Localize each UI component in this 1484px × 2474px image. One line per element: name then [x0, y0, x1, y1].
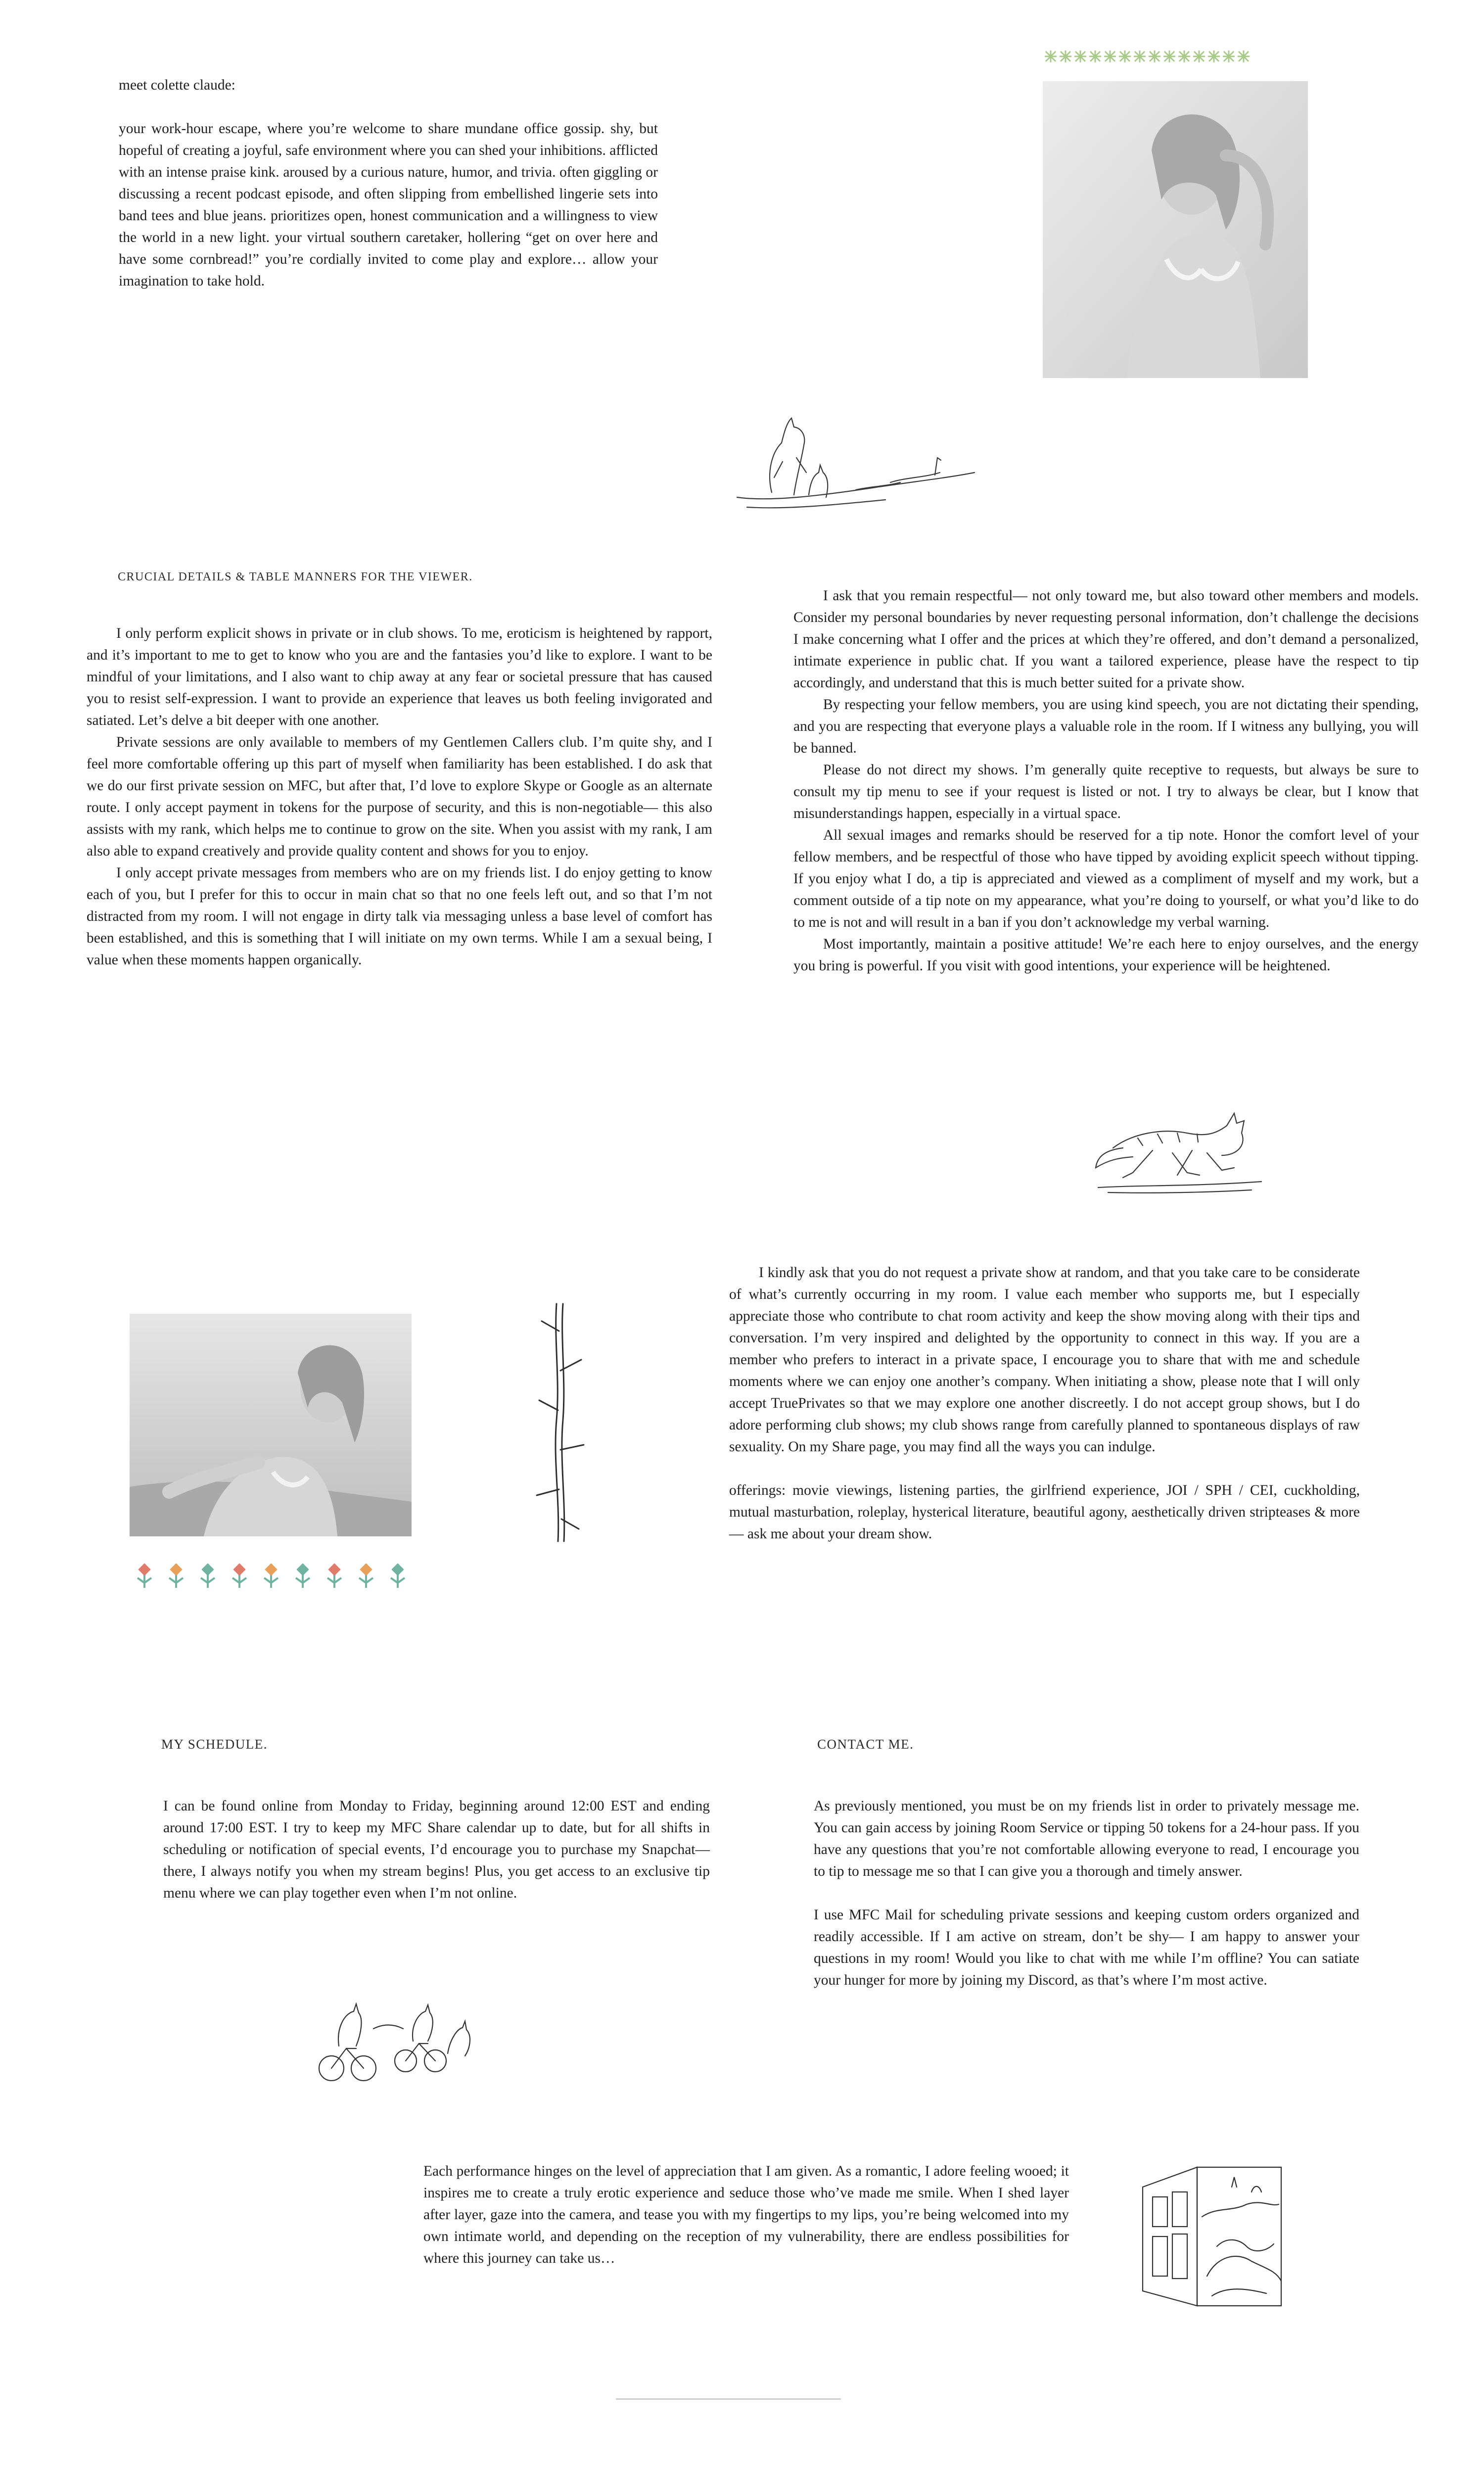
details-left-paragraph-3: I only accept private messages from members who are on my friends list. I do enjoy getting to know each of you, but I prefer for this to occur in main chat so that no one feels left out, and so that I’m not distracted from my room. I will not engage in dirty talk via messaging unless a base level of comfort has been established, and this is something that I will initiate on my own terms. While I am a sexual being, I value when these moments happen organically.	[87, 865, 712, 968]
private-shows-section	[729, 1262, 1360, 1545]
details-left-paragraph-1: I only perform explicit shows in private or in club shows. To me, eroticism is heightened by rapport, and it’s important to me to get to know who you are and the fantasies you’d like to explore. I want to be mindful of your limitations, and I also want to chip away at any fear or societal pressure that has caused you to resist self-expression. I want to provide an experience that leaves us both feeling invigorated and satiated. Let’s delve a bit deeper with one another.	[87, 625, 712, 728]
intro-greeting: meet colette claude:	[119, 77, 235, 93]
portrait-photo	[1043, 81, 1308, 378]
reclining-photo	[130, 1314, 412, 1536]
details-left-column	[87, 622, 712, 971]
stitch-motif	[1089, 50, 1101, 62]
private-shows-paragraph: I kindly ask that you do not request a private show at random, and that you take care to be considerate of what’s currently occurring in my room. I value each member who supports me, but I especially appreciate those who contribute to chat room activity and keep the show moving along with their tips and conversation. I’m very inspired and delighted by the opportunity to connect in this way. If you are a member who prefers to interact in a private space, I encourage you to share that with me and schedule moments where we can enjoy one another’s company. When initiating a show, please note that I will only accept TruePrivates so that we may explore one another discreetly. I do not accept group shows, but I do adore performing club shows; my club shows range from carefully planned to spontaneous displays of raw sexuality. On my Share page, you may find all the ways you can indulge.	[729, 1265, 1360, 1455]
details-right-paragraph-1: I ask that you remain respectful— not only toward me, but also toward other members and models. Consider my personal boundaries by never requesting personal information, don’t challenge the decisions I make concerning what I offer and the prices at which they’re offered, and don’t demand a personalized, intimate experience in public chat. If you want a tailored experience, please have the respect to tip accordingly, and understand that this is much better suited for a private show.	[793, 588, 1419, 691]
thorny-branch-illustration	[529, 1301, 589, 1544]
details-right-paragraph-5: Most importantly, maintain a positive attitude! We’re each here to enjoy ourselves, and the energy you bring is powerful. If you visit with good intentions, your experience will be heightened.	[793, 936, 1419, 974]
flower-motif	[264, 1563, 278, 1588]
flower-motif	[138, 1563, 151, 1588]
closing-section	[423, 2160, 1069, 2269]
stitch-motif	[1193, 50, 1205, 62]
stitch-motif	[1178, 50, 1190, 62]
intro-section	[119, 74, 658, 292]
open-door-illustration	[1133, 2157, 1296, 2311]
contact-heading: CONTACT ME.	[817, 1737, 914, 1752]
details-right-column	[793, 585, 1419, 977]
closing-paragraph: Each performance hinges on the level of appreciation that I am given. As a romantic, I adore feeling wooed; it inspires me to create a truly erotic experience and seduce those who’ve made me smile. When I shed layer after layer, gaze into the camera, and tease you with my fingertips to my lips, you’re being welcomed into my own intimate world, and depending on the reception of my vulnerability, there are endless possibilities for where this journey can take us…	[423, 2163, 1069, 2266]
stitch-motif	[1060, 50, 1071, 62]
contact-paragraph-2: I use MFC Mail for scheduling private sessions and keeping custom orders organized and readily accessible. If I am active on stream, don’t be shy— I am happy to answer your questions in my room! Would you like to chat with me while I’m offline? You can satiate your hunger for more by joining my Discord, as that’s where I’m most active.	[814, 1907, 1359, 1988]
details-right-paragraph-4: All sexual images and remarks should be reserved for a tip note. Honor the comfort level of your fellow members, and be respectful of those who have tipped by avoiding explicit speech without tipping. If you enjoy what I do, a tip is appreciated and viewed as a compliment of myself and my work, but a comment outside of a tip note on my appearance, what you’re doing to yourself, or what you’d like to do to me is not and will result in a ban if you don’t acknowledge my verbal warning.	[793, 827, 1419, 930]
running-fox-illustration	[1093, 1098, 1276, 1197]
fox-icon	[1093, 1098, 1276, 1197]
flower-motif	[232, 1563, 246, 1588]
door-icon	[1133, 2157, 1296, 2311]
flower-motif	[359, 1563, 373, 1588]
intro-bio: your work-hour escape, where you’re welcome to share mundane office gossip. shy, but hopeful of creating a joyful, safe environment where you can shed your inhibitions. afflicted with an intense praise kink. aroused by a curious nature, humor, and trivia. often giggling or discussing a recent podcast episode, and often slipping from embellished lingerie sets into band tees and blue jeans. prioritizes open, honest communication and a willingness to view the world in a new light. your virtual southern caretaker, hollering “get on over here and have some cornbread!” you’re cordially invited to come play and explore… allow your imagination to take hold.	[119, 121, 658, 289]
schedule-paragraph: I can be found online from Monday to Friday, beginning around 12:00 EST and ending around 17:00 EST. I try to keep my MFC Share calendar up to date, but for all shifts in scheduling or notification of special events, I’d encourage you to purchase my Snapchat— there, I always notify you when my stream begins! Plus, you get access to an exclusive tip menu where we can play together even when I’m not online.	[163, 1798, 710, 1901]
fox-hare-illustration	[727, 403, 984, 522]
stitch-motif	[1134, 50, 1146, 62]
stitch-motif	[1074, 50, 1086, 62]
flower-motif	[296, 1563, 310, 1588]
contact-section	[814, 1795, 1359, 1991]
details-right-paragraph-2: By respecting your fellow members, you are using kind speech, you are not dictating their spending, and you are respecting that everyone plays a valuable role in the room. If I witness any bullying, you will be banned.	[793, 697, 1419, 756]
flower-motif	[391, 1563, 405, 1588]
stitch-motif	[1163, 50, 1175, 62]
thorn-branch-icon	[529, 1301, 589, 1544]
details-right-paragraph-3: Please do not direct my shows. I’m generally quite receptive to requests, but always be sure to consult my tip menu to see if your request is listed or not. I try to always be clear, but I know that misunderstandings happen, especially in a virtual space.	[793, 762, 1419, 821]
contact-paragraph-1: As previously mentioned, you must be on my friends list in order to privately message me. You can gain access by joining Room Service or tipping 50 tokens for a 24-hour pass. If you have any questions that you’re not comfortable allowing everyone to read, I encourage you to tip to message me so that I can give you a thorough and timely answer.	[814, 1798, 1359, 1879]
embroidery-border-top	[1043, 48, 1265, 65]
stitch-motif	[1104, 50, 1116, 62]
flower-motif	[327, 1563, 341, 1588]
stitch-motif	[1045, 50, 1057, 62]
flower-motif	[201, 1563, 215, 1588]
details-heading: CRUCIAL DETAILS & TABLE MANNERS FOR THE VIEWER.	[118, 571, 473, 583]
fox-hare-icon	[727, 403, 984, 522]
cross-stitch-icon	[1043, 48, 1265, 65]
flower-motif	[169, 1563, 183, 1588]
flower-stitch-icon	[130, 1561, 412, 1591]
bicycle-icon	[309, 1999, 482, 2088]
schedule-section	[163, 1795, 710, 1904]
stitch-motif	[1238, 50, 1250, 62]
stitch-motif	[1223, 50, 1235, 62]
stitch-motif	[1208, 50, 1220, 62]
stitch-motif	[1119, 50, 1131, 62]
details-left-paragraph-2: Private sessions are only available to members of my Gentlemen Callers club. I’m quite shy, and I feel more comfortable offering up this part of myself when familiarity has been established. I do ask that we do our first private session on MFC, but after that, I’d love to explore Skype or Google as an alternate route. I only accept payment in tokens for the purpose of security, and this is non-negotiable— this also assists with my rank, which helps me to continue to grow on the site. When you assist with my rank, I am also able to expand creatively and provide quality content and shows for you to enjoy.	[87, 734, 712, 859]
stitch-motif	[1149, 50, 1160, 62]
cyclists-illustration	[309, 1999, 482, 2088]
offerings-paragraph: offerings: movie viewings, listening parties, the girlfriend experience, JOI / SPH / CEI, cuckholding, mutual masturbation, roleplay, hysterical literature, beautiful agony, aesthetically driven stripteases & more— ask me about your dream show.	[729, 1482, 1360, 1542]
embroidery-border-flowers	[130, 1561, 412, 1591]
schedule-heading: MY SCHEDULE.	[161, 1737, 268, 1752]
bottom-divider	[616, 2398, 841, 2400]
reclining-photo-image	[130, 1314, 412, 1536]
portrait-photo-image	[1043, 81, 1308, 378]
